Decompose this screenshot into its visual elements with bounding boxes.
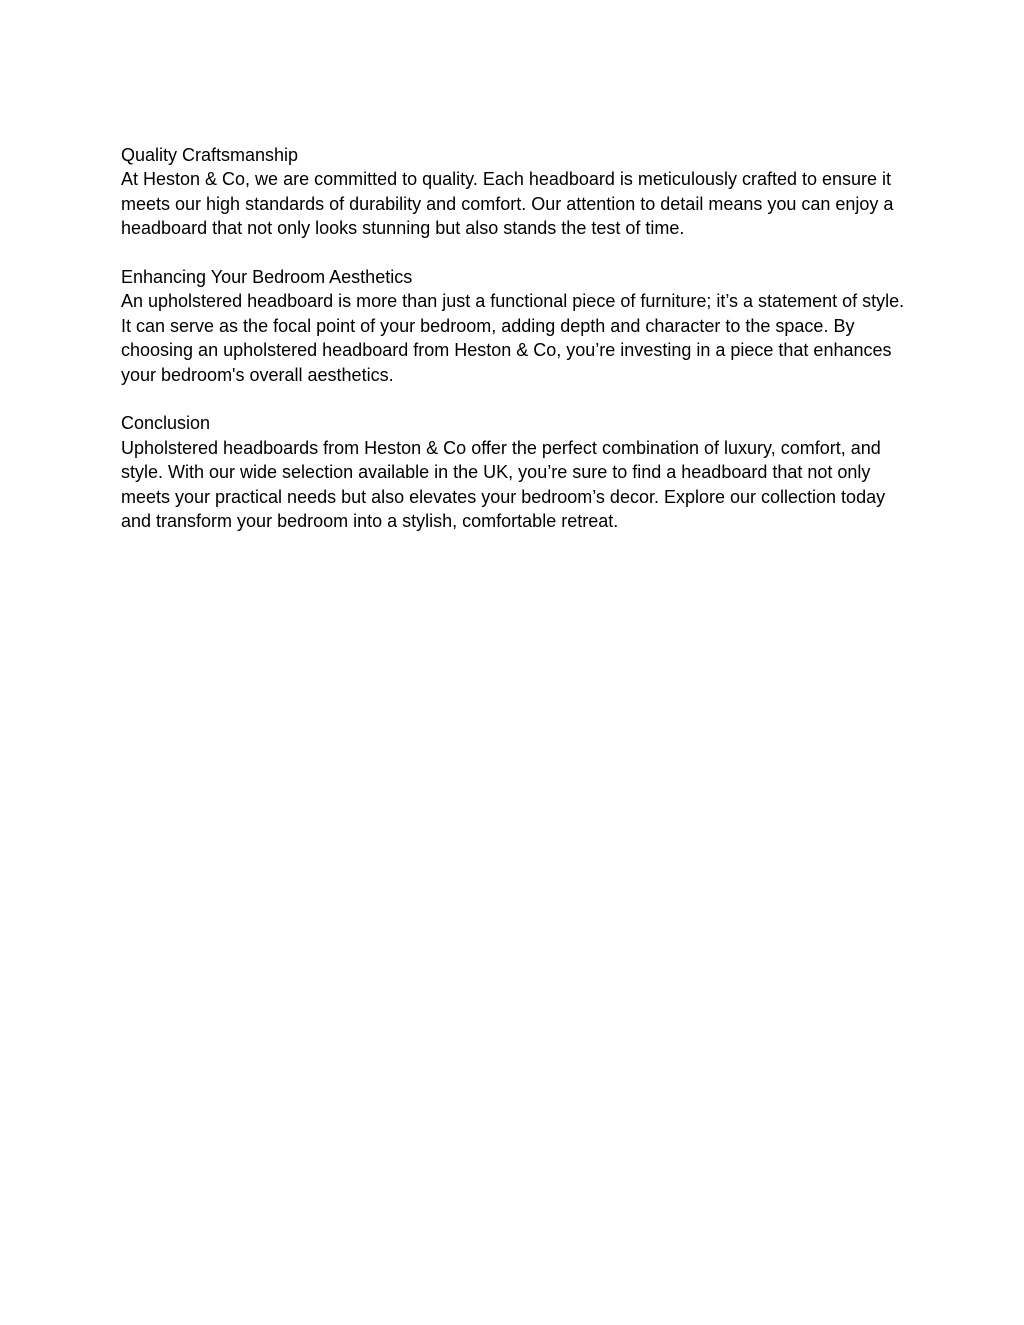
- section-conclusion: [121, 411, 911, 533]
- section-heading: Quality Craftsmanship: [121, 145, 299, 165]
- section-body: At Heston & Co, we are committed to quality. Each headboard is meticulously crafted to ensure it meets our high standards of durability and comfort. Our attention to detail means you can enjoy a headboard that not only looks stunning but also stands the test of time.: [121, 169, 894, 239]
- section-quality-craftsmanship: [121, 143, 911, 241]
- section-heading: Enhancing Your Bedroom Aesthetics: [121, 267, 413, 288]
- section-body: An upholstered headboard is more than just a functional piece of furniture; it’s a statement of style. It can serve as the focal point of your bedroom, adding depth and character to the space. By choosing an upholstered headboard from Heston & Co, you’re investing in a piece that enhances your bedroom's overall aesthetics.: [121, 291, 905, 385]
- document-content: [121, 143, 911, 558]
- section-heading: Conclusion: [121, 413, 211, 434]
- section-bedroom-aesthetics: [121, 265, 911, 387]
- section-body: Upholstered headboards from Heston & Co offer the perfect combination of luxury, comfort, and style. With our wide selection available in the UK, you’re sure to find a headboard that not only meets your practical needs but also elevates your bedroom’s decor. Explore our collection today and transform your bedroom into a stylish, comfortable retreat.: [121, 437, 886, 532]
